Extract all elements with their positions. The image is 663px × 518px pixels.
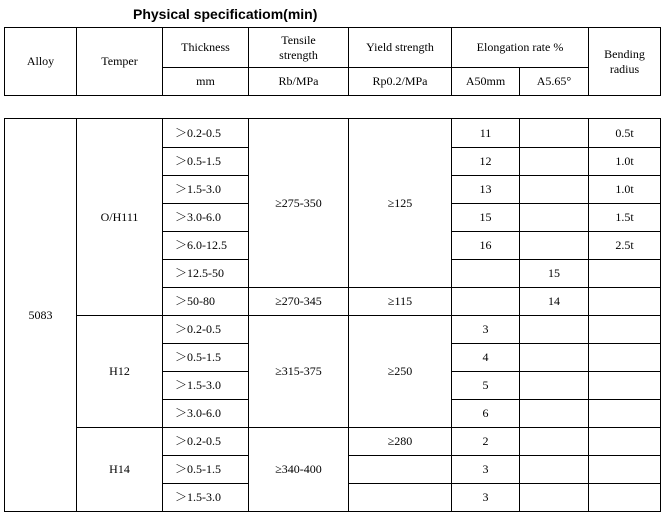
thickness-cell: ＞0.5-1.5	[163, 148, 249, 176]
a565-cell	[520, 372, 589, 400]
header-yield-unit: Rp0.2/MPa	[349, 68, 452, 96]
thickness-cell: ＞0.2-0.5	[163, 316, 249, 344]
a565-cell	[520, 484, 589, 512]
thickness-cell: ＞0.2-0.5	[163, 428, 249, 456]
header-alloy: Alloy	[5, 28, 77, 96]
a50-cell	[452, 260, 520, 288]
a565-cell	[520, 148, 589, 176]
header-elong-a565: A5.65°	[520, 68, 589, 96]
header-tensile	[249, 28, 349, 68]
bend-cell	[589, 456, 661, 484]
a565-cell	[520, 456, 589, 484]
thickness-cell: ＞6.0-12.5	[163, 232, 249, 260]
bend-cell	[589, 400, 661, 428]
a50-cell: 3	[452, 456, 520, 484]
thickness-cell: ＞0.5-1.5	[163, 456, 249, 484]
a565-cell	[520, 344, 589, 372]
header-tensile-unit: Rb/MPa	[249, 68, 349, 96]
a565-cell	[520, 400, 589, 428]
a50-cell: 2	[452, 428, 520, 456]
header-bending	[589, 28, 661, 96]
spec-body-table	[4, 118, 661, 512]
yield-cell: ≥280	[349, 428, 452, 456]
a565-cell	[520, 176, 589, 204]
header-elong-a50: A50mm	[452, 68, 520, 96]
header-tensile-line1: Tensile	[281, 32, 316, 47]
a565-cell	[520, 119, 589, 148]
a50-cell: 15	[452, 204, 520, 232]
header-temper: Temper	[77, 28, 163, 96]
yield-cell	[349, 484, 452, 512]
page-title: Physical specificatiom(min)	[133, 6, 318, 22]
temper-cell: H12	[77, 316, 163, 428]
temper-cell: O/H111	[77, 119, 163, 316]
bend-cell	[589, 260, 661, 288]
a50-cell: 6	[452, 400, 520, 428]
bend-cell	[589, 372, 661, 400]
thickness-cell: ＞0.2-0.5	[163, 119, 249, 148]
header-thickness-unit: mm	[163, 68, 249, 96]
bend-cell: 0.5t	[589, 119, 661, 148]
bend-cell	[589, 428, 661, 456]
a50-cell: 12	[452, 148, 520, 176]
tensile-cell: ≥315-375	[249, 316, 349, 428]
thickness-cell: ＞1.5-3.0	[163, 372, 249, 400]
header-elongation: Elongation rate %	[452, 28, 589, 68]
a50-cell: 3	[452, 316, 520, 344]
bend-cell	[589, 316, 661, 344]
a565-cell: 15	[520, 260, 589, 288]
header-bending-line2: radius	[609, 61, 640, 76]
thickness-cell: ＞50-80	[163, 288, 249, 316]
a50-cell: 4	[452, 344, 520, 372]
yield-cell: ≥125	[349, 119, 452, 288]
tensile-cell: ≥270-345	[249, 288, 349, 316]
spec-header-table	[4, 27, 661, 96]
bend-cell	[589, 288, 661, 316]
a50-cell: 11	[452, 119, 520, 148]
header-yield: Yield strength	[349, 28, 452, 68]
alloy-cell: 5083	[5, 119, 77, 512]
temper-cell: H14	[77, 428, 163, 512]
bend-cell: 1.0t	[589, 176, 661, 204]
thickness-cell: ＞12.5-50	[163, 260, 249, 288]
bend-cell: 1.0t	[589, 148, 661, 176]
tensile-cell: ≥275-350	[249, 119, 349, 288]
yield-cell: ≥250	[349, 316, 452, 428]
bend-cell: 2.5t	[589, 232, 661, 260]
bend-cell	[589, 344, 661, 372]
yield-cell: ≥115	[349, 288, 452, 316]
bend-cell: 1.5t	[589, 204, 661, 232]
a565-cell	[520, 232, 589, 260]
bend-cell	[589, 484, 661, 512]
thickness-cell: ＞3.0-6.0	[163, 400, 249, 428]
thickness-cell: ＞1.5-3.0	[163, 176, 249, 204]
a50-cell	[452, 288, 520, 316]
header-bending-line1: Bending	[604, 46, 645, 61]
a565-cell: 14	[520, 288, 589, 316]
header-thickness: Thickness	[163, 28, 249, 68]
yield-cell	[349, 456, 452, 484]
tensile-cell: ≥340-400	[249, 428, 349, 512]
a565-cell	[520, 428, 589, 456]
a50-cell: 16	[452, 232, 520, 260]
thickness-cell: ＞1.5-3.0	[163, 484, 249, 512]
a50-cell: 3	[452, 484, 520, 512]
a565-cell	[520, 204, 589, 232]
thickness-cell: ＞3.0-6.0	[163, 204, 249, 232]
a50-cell: 13	[452, 176, 520, 204]
a565-cell	[520, 316, 589, 344]
thickness-cell: ＞0.5-1.5	[163, 344, 249, 372]
a50-cell: 5	[452, 372, 520, 400]
header-tensile-line2: strength	[279, 47, 318, 62]
